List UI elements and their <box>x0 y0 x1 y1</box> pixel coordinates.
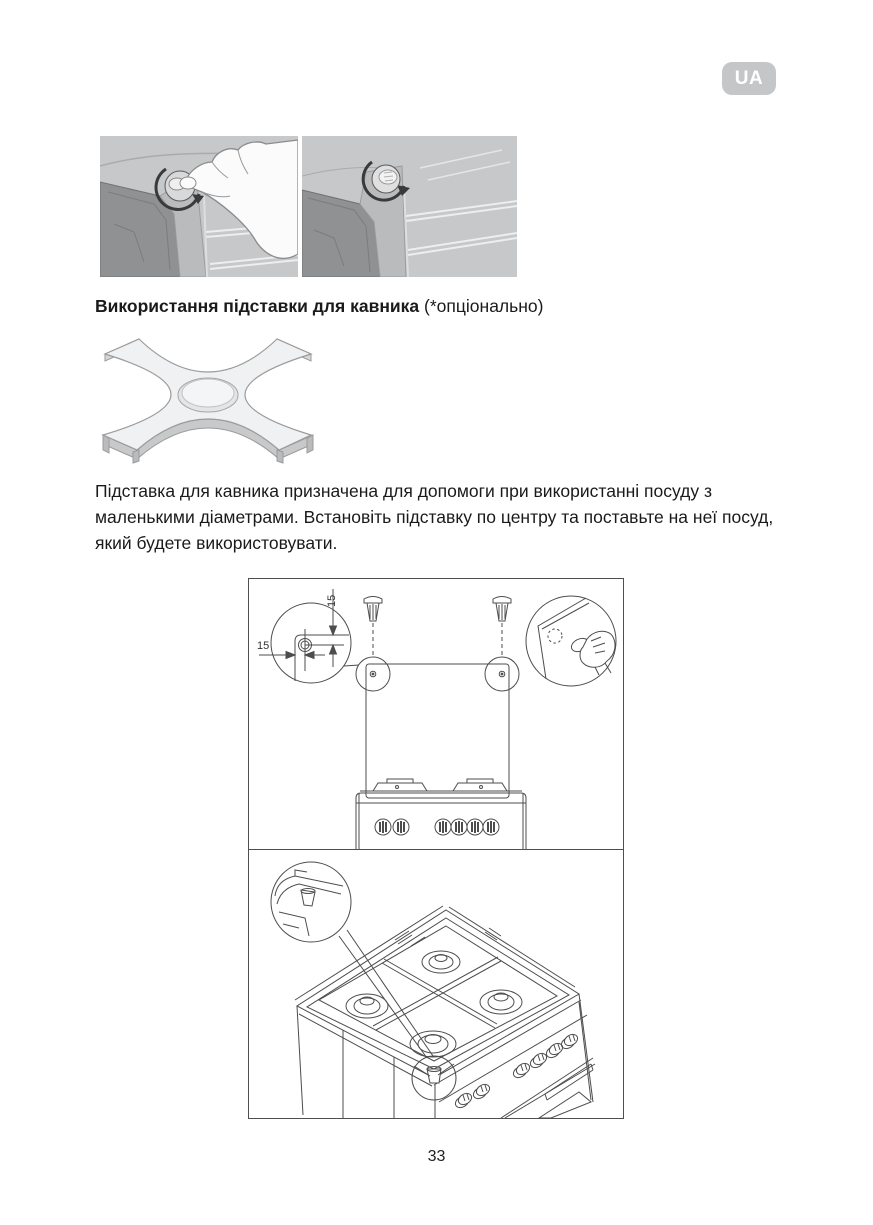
section-paragraph: Підставка для кавника призначена для допомоги при використанні посуду з маленькими діаметрами. Встановіть підставку по центру та поставьте на неї посуд, який будете використовувати. <box>95 481 774 553</box>
diagram-stack <box>248 578 622 1119</box>
oven-screw-rotation-figure <box>302 136 517 277</box>
hand-turning-screw-icon <box>100 136 298 277</box>
section-heading-suffix: (*опціонально) <box>419 296 544 316</box>
language-badge-label: UA <box>734 67 764 89</box>
dimension-label-vertical: 15 <box>326 594 338 607</box>
section-heading <box>95 295 815 317</box>
page-number: 33 <box>427 1148 446 1165</box>
language-badge <box>722 62 776 95</box>
screw-rotation-arrow-icon <box>302 136 517 277</box>
coffee-pot-stand-figure <box>93 333 323 465</box>
dimension-label-horizontal: 15 <box>257 640 270 652</box>
stove-top-perspective-icon <box>249 850 623 1118</box>
section-heading-bold: Використання підставки для кавника <box>95 296 420 316</box>
backguard-installation-icon <box>249 579 623 849</box>
oven-screw-hand-figure <box>100 136 298 277</box>
backguard-installation-diagram <box>248 578 624 850</box>
coffee-pot-stand-icon <box>93 333 323 465</box>
stove-top-diagram <box>248 849 624 1119</box>
